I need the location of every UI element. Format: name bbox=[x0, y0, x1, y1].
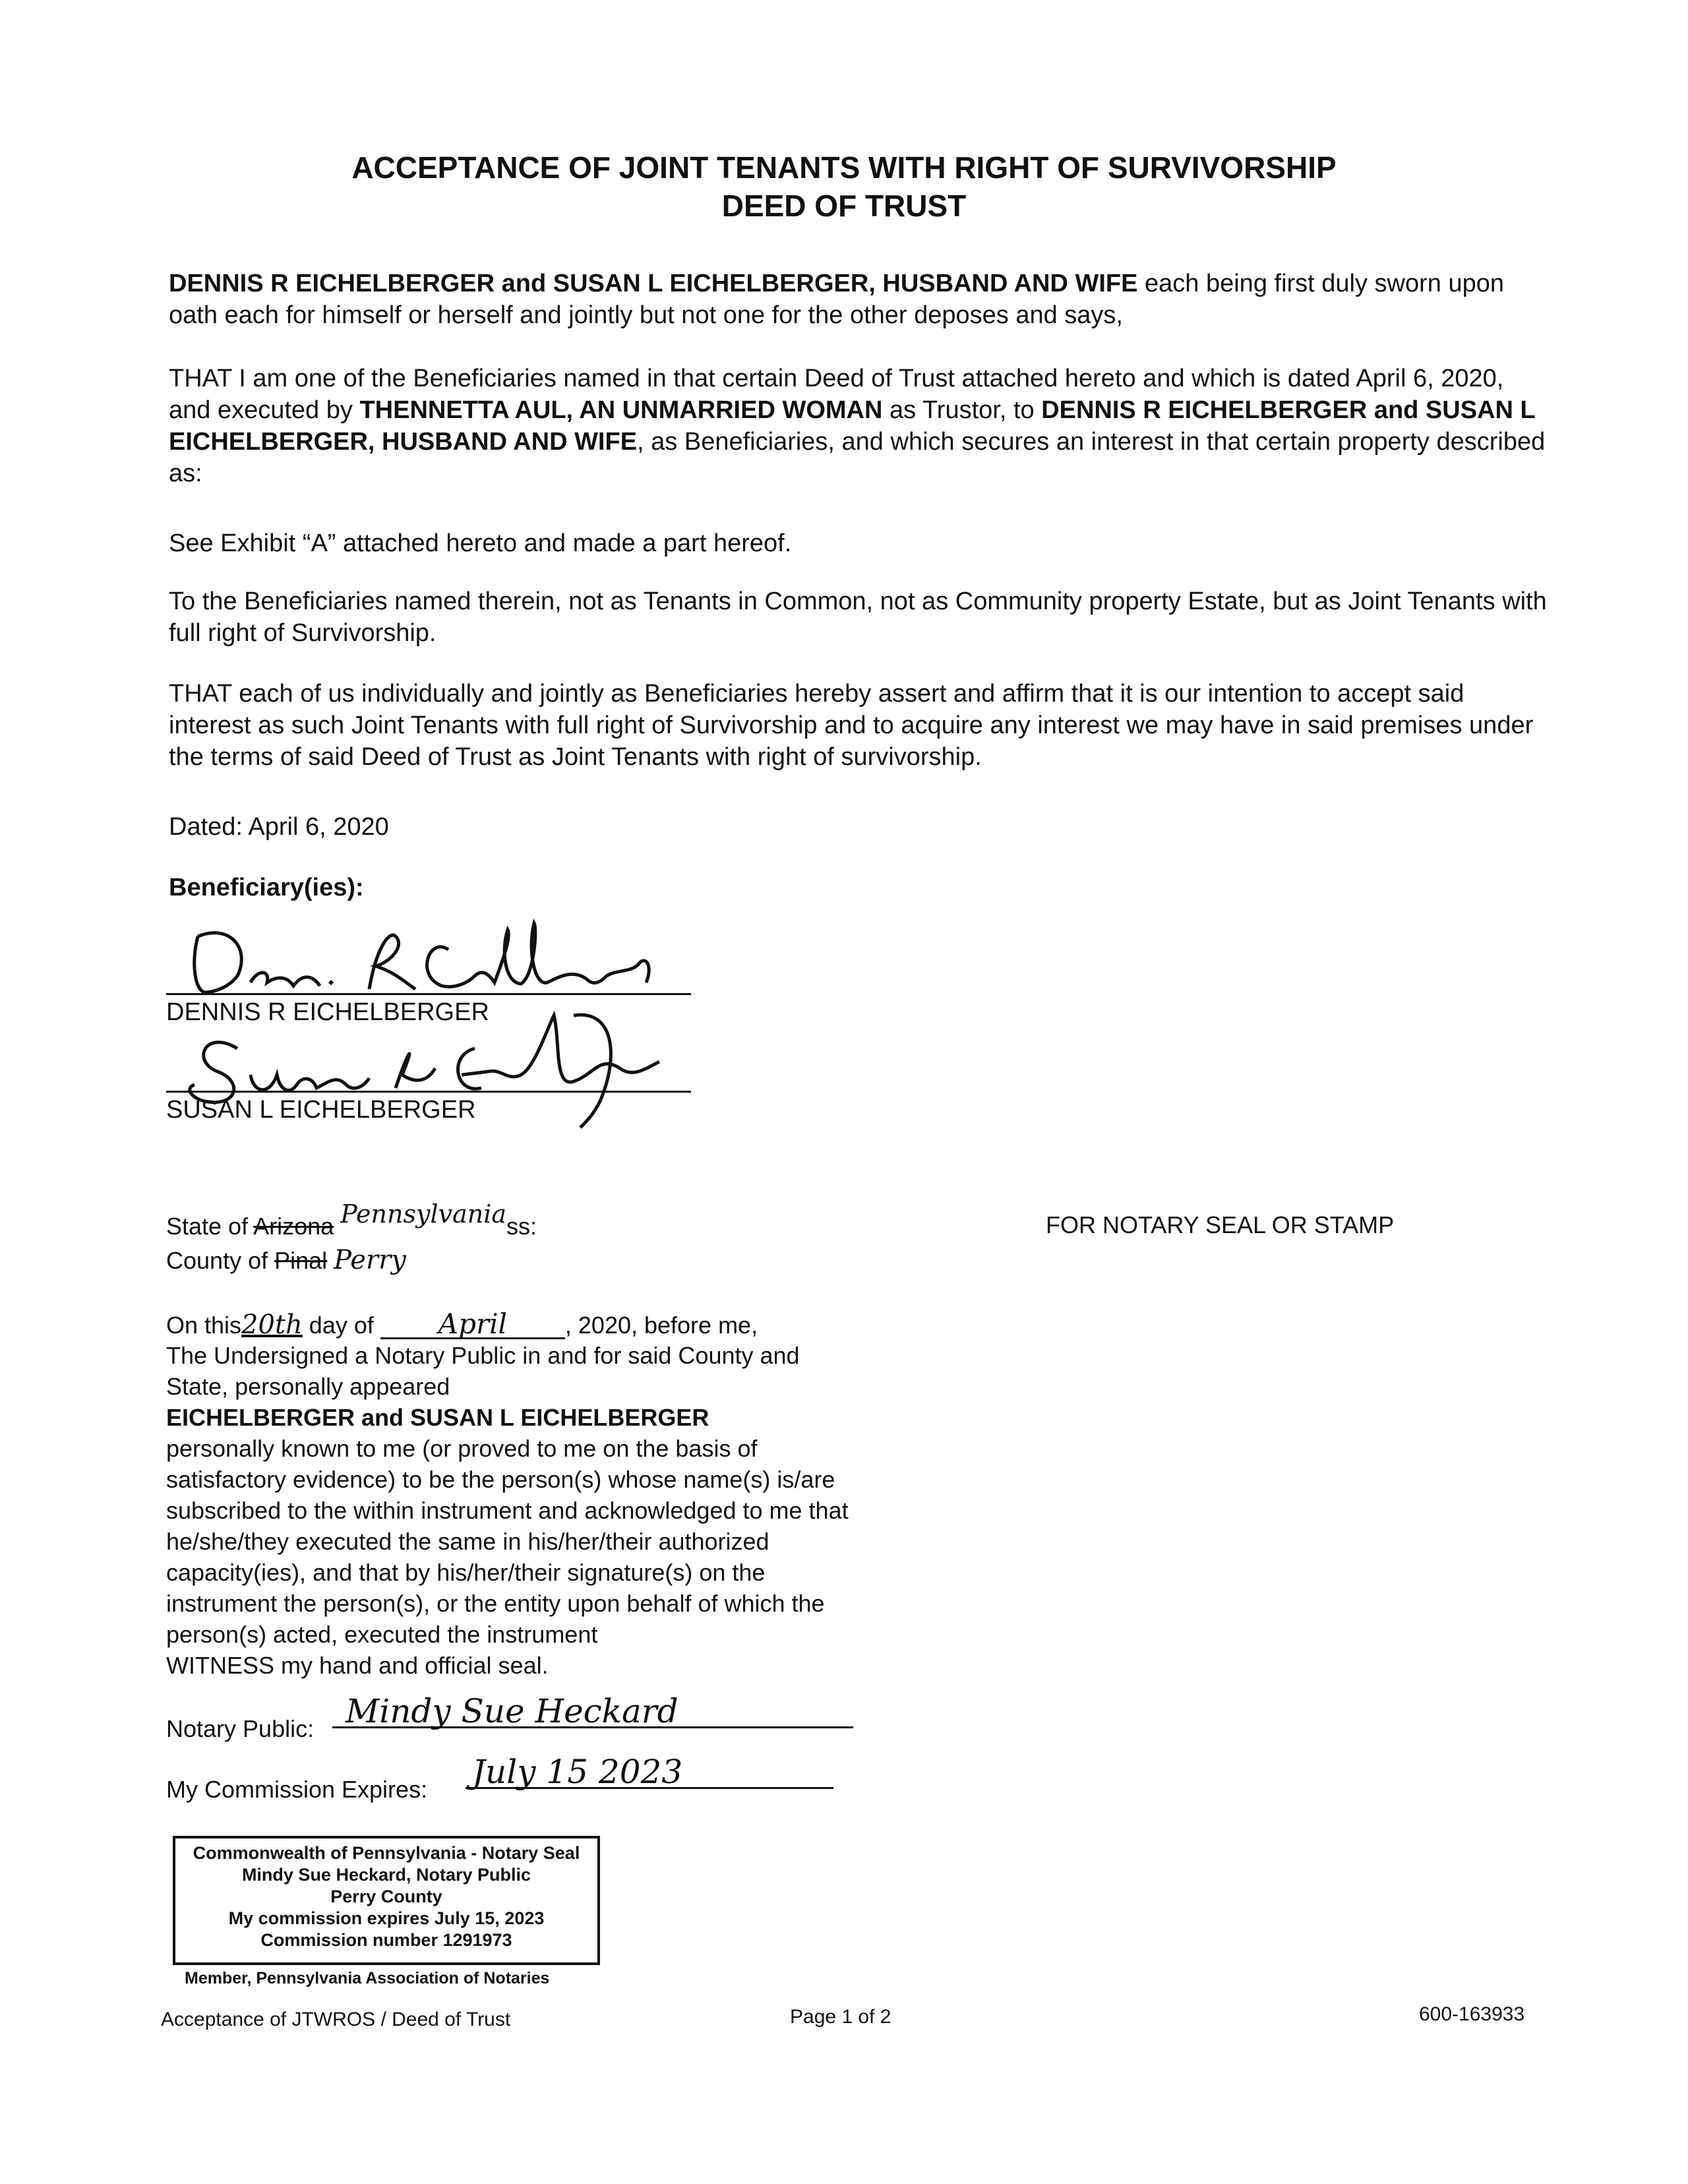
state-struck: Arizona bbox=[253, 1213, 334, 1240]
notary-seal-stamp bbox=[173, 1836, 600, 1965]
signer-name-1: DENNIS R EICHELBERGER bbox=[166, 998, 489, 1026]
signer-name-2: SUSAN L EICHELBERGER bbox=[166, 1096, 476, 1124]
document-title-line2: DEED OF TRUST bbox=[721, 189, 967, 223]
commission-label: My Commission Expires: bbox=[166, 1776, 428, 1803]
county-handwritten: Perry bbox=[334, 1245, 406, 1275]
county-struck: Pinal bbox=[274, 1247, 328, 1274]
county-label: County of bbox=[166, 1247, 275, 1274]
exhibit-paragraph: See Exhibit “A” attached hereto and made a part hereof. bbox=[169, 530, 792, 557]
intro-names: DENNIS R EICHELBERGER and SUSAN L EICHELBERGER, HUSBAND AND WIFE bbox=[169, 270, 1138, 297]
commission-handwritten: July 15 2023 bbox=[466, 1755, 833, 1789]
notary-body-line: capacity(ies), and that by his/her/their signature(s) on the bbox=[166, 1559, 766, 1586]
dated-line: Dated: April 6, 2020 bbox=[169, 813, 389, 841]
seal-line: My commission expires July 15, 2023 bbox=[228, 1908, 545, 1928]
signature-susan bbox=[165, 1002, 692, 1134]
para1-c: , as Beneficiaries, and which secures an interest in that certain property described as: bbox=[169, 428, 1546, 487]
year-before-label: , 2020, before me, bbox=[564, 1312, 758, 1339]
beneficiary-paragraph bbox=[169, 363, 1551, 489]
seal-line: Perry County bbox=[330, 1887, 442, 1906]
notary-county-line bbox=[166, 1245, 957, 1276]
para1-b: as Trustor, to bbox=[882, 396, 1042, 424]
notary-body bbox=[166, 1433, 1023, 1681]
notary-body-line: WITNESS my hand and official seal. bbox=[166, 1652, 549, 1679]
notary-state-line bbox=[166, 1199, 957, 1242]
document-title-line1: ACCEPTANCE OF JOINT TENANTS WITH RIGHT OF SURVIVORSHIP bbox=[351, 150, 1337, 185]
joint-tenants-paragraph: To the Beneficiaries named therein, not as Tenants in Common, not as Community property Estate, but as Joint Tenants with full right of Survivorship. bbox=[169, 588, 1547, 647]
notary-line-2: The Undersigned a Notary Public in and for said County and bbox=[166, 1342, 800, 1369]
month-handwritten: April bbox=[380, 1311, 565, 1339]
notary-body-line: satisfactory evidence) to be the person(s) whose name(s) is/are bbox=[166, 1466, 835, 1493]
footer-page-number: Page 1 of 2 bbox=[790, 2006, 891, 2028]
notary-appeared-names: EICHELBERGER and SUSAN L EICHELBERGER bbox=[166, 1404, 709, 1431]
on-this-label: On this bbox=[166, 1312, 242, 1339]
notary-body-line: subscribed to the within instrument and acknowledged to me that bbox=[166, 1497, 849, 1524]
footer-document-number: 600-163933 bbox=[1419, 2003, 1525, 2025]
intro-text: each being first duly sworn upon oath each for himself or herself and jointly but not one for the other deposes and says, bbox=[169, 270, 1504, 329]
notary-body-line: personally known to me (or proved to me on the basis of bbox=[166, 1435, 758, 1462]
intro-paragraph bbox=[169, 268, 1551, 331]
seal-member-line: Member, Pennsylvania Association of Notaries bbox=[185, 1969, 550, 1987]
day-of-label: day of bbox=[309, 1312, 374, 1339]
notary-signature: Mindy Sue Heckard bbox=[332, 1695, 853, 1728]
seal-line: Commission number 1291973 bbox=[260, 1930, 512, 1950]
signature-dennis bbox=[178, 910, 692, 1002]
day-handwritten: 20th bbox=[241, 1310, 303, 1340]
beneficiaries-label: Beneficiary(ies): bbox=[169, 874, 364, 901]
state-handwritten: Pennsylvania bbox=[340, 1199, 507, 1228]
seal-line: Mindy Sue Heckard, Notary Public bbox=[241, 1865, 531, 1885]
notary-line-3: State, personally appeared bbox=[166, 1373, 450, 1400]
seal-placeholder: FOR NOTARY SEAL OR STAMP bbox=[1046, 1211, 1395, 1238]
notary-body-line: instrument the person(s), or the entity upon behalf of which the bbox=[166, 1590, 825, 1617]
notary-public-label: Notary Public: bbox=[166, 1715, 315, 1742]
para1-a: THAT I am one of the Beneficiaries named in that certain Deed of Trust attached hereto and which is dated April 6, 2020, and executed by bbox=[169, 365, 1504, 424]
footer-left: Acceptance of JTWROS / Deed of Trust bbox=[161, 2009, 511, 2030]
affirmation-paragraph: THAT each of us individually and jointly as Beneficiaries hereby assert and affirm that it is our intention to accept said interest as such Joint Tenants with full right of Survivorship and to acquire any interest we may have in said premises under the terms of said Deed of Trust as Joint Tenants with right of survivorship. bbox=[169, 680, 1534, 771]
ss-label: ss: bbox=[506, 1213, 537, 1240]
state-label: State of bbox=[166, 1213, 254, 1240]
seal-line: Commonwealth of Pennsylvania - Notary Seal bbox=[193, 1843, 580, 1863]
notary-body-line: he/she/they executed the same in his/her/their authorized bbox=[166, 1528, 769, 1555]
beneficiaries-names: DENNIS R EICHELBERGER and SUSAN L EICHELBERGER, HUSBAND AND WIFE bbox=[169, 396, 1536, 456]
notary-body-line: person(s) acted, executed the instrument bbox=[166, 1621, 598, 1648]
notary-day-line bbox=[166, 1310, 990, 1341]
trustor-name: THENNETTA AUL, AN UNMARRIED WOMAN bbox=[359, 396, 883, 424]
